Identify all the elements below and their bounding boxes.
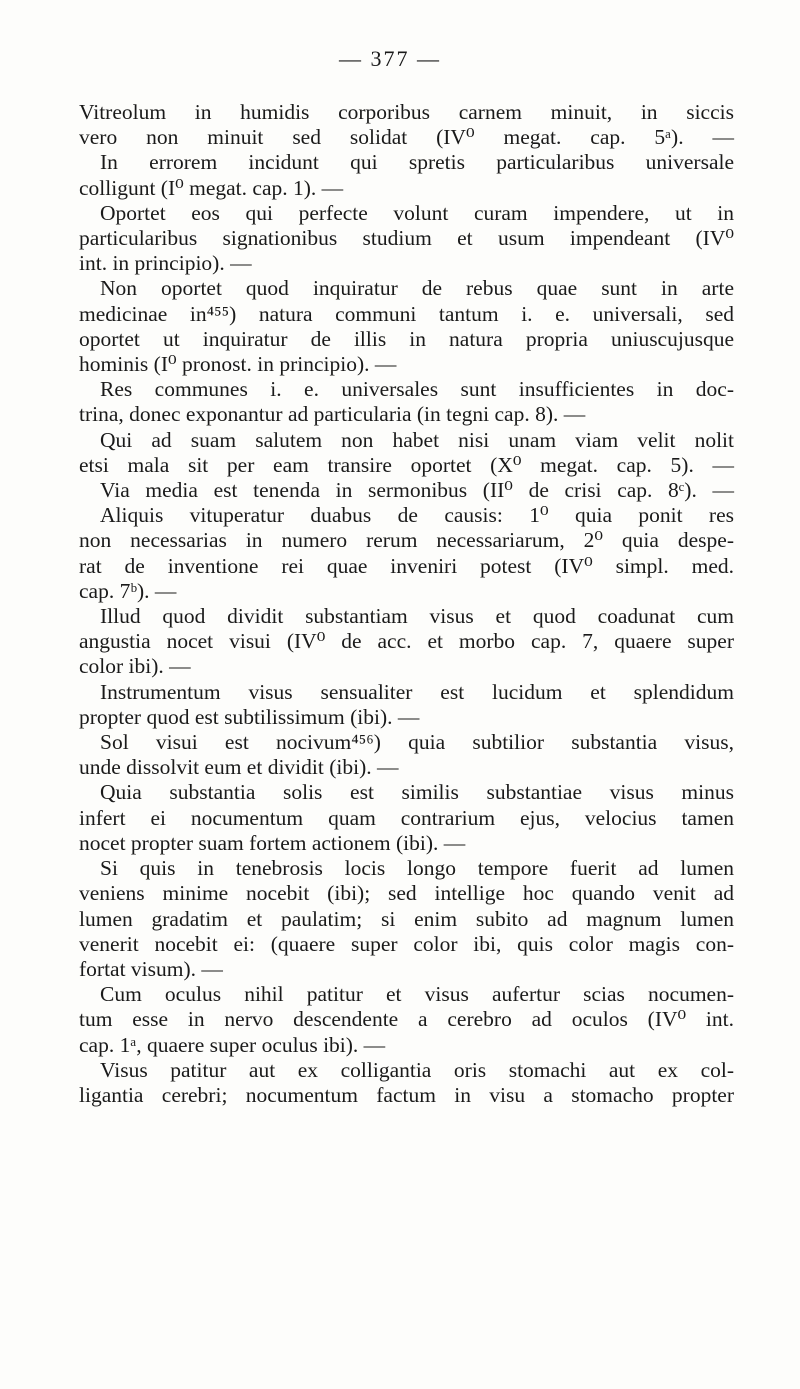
- text-line: colligunt (I⁰ megat. cap. 1). —: [79, 175, 344, 200]
- text-line: ligantia cerebri; nocumentum factum in visu a stomacho propter: [79, 1082, 734, 1107]
- text-line: particularibus signationibus studium et usum impendeant (IV⁰: [79, 226, 734, 251]
- text-line: rat de inventione rei quae inveniri potest (IV⁰ simpl. med.: [79, 553, 734, 578]
- text-line: Aliquis vituperatur duabus de causis: 1⁰ quia ponit res: [100, 503, 734, 528]
- text-line: hominis (I⁰ pronost. in principio). —: [79, 352, 397, 377]
- text-line: trina, donec exponantur ad particularia (in tegni cap. 8). —: [79, 402, 586, 427]
- body-text: [79, 100, 734, 1108]
- text-line: propter quod est subtilissimum (ibi). —: [79, 704, 420, 729]
- text-line: int. in principio). —: [79, 251, 252, 276]
- text-line: infert ei nocumentum quam contrarium ejus, velocius tamen: [79, 805, 734, 830]
- text-line: cap. 1ᵃ, quaere super oculus ibi). —: [79, 1032, 386, 1057]
- text-line: medicinae in⁴⁵⁵) natura communi tantum i. e. universali, sed: [79, 301, 734, 326]
- text-line: Qui ad suam salutem non habet nisi unam viam velit nolit: [100, 427, 734, 452]
- text-line: tum esse in nervo descendente a cerebro ad oculos (IV⁰ int.: [79, 1007, 734, 1032]
- text-line: unde dissolvit eum et dividit (ibi). —: [79, 755, 399, 780]
- text-line: veniens minime nocebit (ibi); sed intellige hoc quando venit ad: [79, 881, 734, 906]
- text-line: cap. 7ᵇ). —: [79, 578, 177, 603]
- text-line: venerit nocebit ei: (quaere super color ibi, quis color magis con-: [79, 931, 734, 956]
- text-line: Quia substantia solis est similis substantiae visus minus: [100, 780, 734, 805]
- text-line: Res communes i. e. universales sunt insufficientes in doc-: [100, 377, 734, 402]
- text-line: Visus patitur aut ex colligantia oris stomachi aut ex col-: [100, 1057, 734, 1082]
- text-line: In errorem incidunt qui spretis particularibus universale: [100, 150, 734, 175]
- text-line: vero non minuit sed solidat (IV⁰ megat. cap. 5ᵃ). —: [79, 125, 734, 150]
- text-line: non necessarias in numero rerum necessariarum, 2⁰ quia despe-: [79, 528, 734, 553]
- text-line: etsi mala sit per eam transire oportet (X⁰ megat. cap. 5). —: [79, 452, 734, 477]
- text-line: lumen gradatim et paulatim; si enim subito ad magnum lumen: [79, 906, 734, 931]
- text-line: Instrumentum visus sensualiter est lucidum et splendidum: [100, 679, 734, 704]
- text-line: Non oportet quod inquiratur de rebus quae sunt in arte: [100, 276, 734, 301]
- text-line: Vitreolum in humidis corporibus carnem minuit, in siccis: [79, 100, 734, 124]
- text-line: Cum oculus nihil patitur et visus aufertur scias nocumen-: [100, 982, 734, 1007]
- page-number: — 377 —: [339, 46, 441, 71]
- text-line: Oportet eos qui perfecte volunt curam impendere, ut in: [100, 200, 734, 225]
- text-line: color ibi). —: [79, 654, 191, 679]
- text-line: fortat visum). —: [79, 956, 223, 981]
- text-line: Sol visui est nocivum⁴⁵⁶) quia subtilior substantia visus,: [100, 730, 734, 755]
- text-line: nocet propter suam fortem actionem (ibi). —: [79, 830, 466, 855]
- text-line: angustia nocet visui (IV⁰ de acc. et morbo cap. 7, quaere super: [79, 629, 734, 654]
- text-line: oportet ut inquiratur de illis in natura propria uniuscujusque: [79, 326, 734, 351]
- text-line: Via media est tenenda in sermonibus (II⁰ de crisi cap. 8ᶜ). —: [100, 478, 734, 503]
- text-line: Si quis in tenebrosis locis longo tempore fuerit ad lumen: [100, 856, 734, 881]
- text-line: Illud quod dividit substantiam visus et quod coadunat cum: [100, 604, 734, 629]
